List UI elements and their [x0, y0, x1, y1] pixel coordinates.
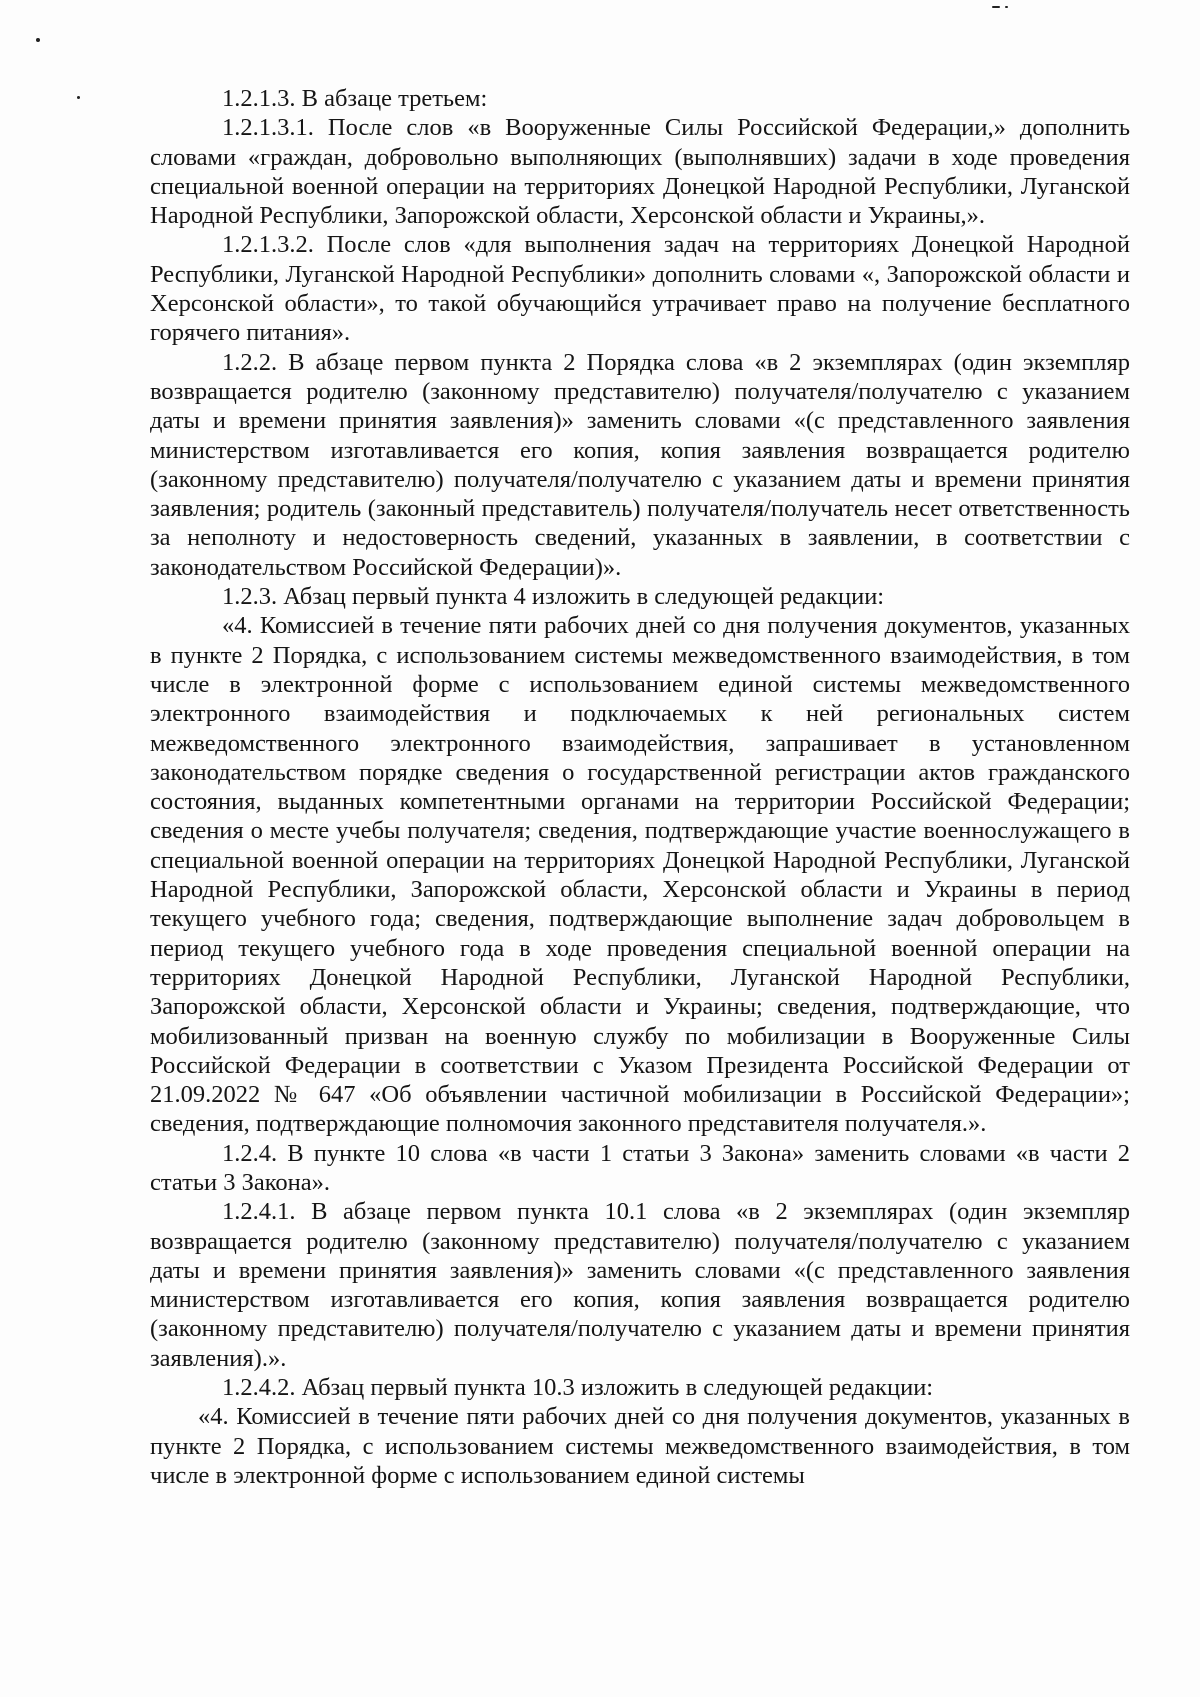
paragraph-1-2-1-3-1: 1.2.1.3.1. После слов «в Вооруженные Силы Российской Федерации,» дополнить словами «граждан, добровольно выполняющих (выполнявших) задачи в ходе проведения специальной военной операции на территориях Донецкой Народной Республики, Луганской Народной Республики, Запорожской области, Херсонской области и Украины,».: [150, 114, 1130, 230]
paragraph-1-2-4-1: 1.2.4.1. В абзаце первом пункта 10.1 слова «в 2 экземплярах (один экземпляр возвращается родителю (законному представителю) получателя/получателю с указанием даты и времени принятия заявления)» заменить словами «(с представленного заявления министерством изготавливается его копия, копия заявления возвращается родителю (законному представителю) получателя/получателю с указанием даты и времени принятия заявления).».: [150, 1198, 1130, 1372]
paragraph-1-2-2: 1.2.2. В абзаце первом пункта 2 Порядка слова «в 2 экземплярах (один экземпляр возвращается родителю (законному представителю) получателя/получателю с указанием даты и времени принятия заявления)» заменить словами «(с представленного заявления министерством изготавливается его копия, копия заявления возвращается родителю (законному представителю) получателя/получателю с указанием даты и времени принятия заявления; родитель (законный представитель) получателя/получатель несет ответственность за неполноту и недостоверность сведений, указанных в заявлении, в соответствии с законодательством Российской Федерации)».: [150, 348, 1130, 581]
paragraph-quote-item-4-repeat: «4. Комиссией в течение пяти рабочих дней со дня получения документов, указанных в пункте 2 Порядка, с использованием системы межведомственного взаимодействия, в том числе в электронной форме с использованием единой системы: [150, 1403, 1130, 1489]
paragraph-1-2-1-3: 1.2.1.3. В абзаце третьем:: [222, 85, 488, 112]
paragraph-1-2-3: 1.2.3. Абзац первый пункта 4 изложить в следующей редакции:: [222, 583, 885, 611]
paragraph-1-2-4-2: 1.2.4.2. Абзац первый пункта 10.3 изложить в следующей редакции:: [222, 1374, 934, 1402]
scan-speck: [77, 96, 80, 99]
scan-speck: [36, 38, 40, 42]
document-body: [150, 84, 1130, 1490]
paragraph-1-2-4: 1.2.4. В пункте 10 слова «в части 1 статьи 3 Закона» заменить словами «в части 2 статьи 3 Закона».: [150, 1139, 1130, 1196]
paragraph-1-2-1-3-2: 1.2.1.3.2. После слов «для выполнения задач на территориях Донецкой Народной Республики, Луганской Народной Республики» дополнить словами «, Запорожской области и Херсонской области», то такой обучающийся утрачивает право на получение бесплатного горячего питания».: [150, 231, 1130, 347]
scan-speck: [992, 6, 1000, 8]
scan-speck: [1005, 6, 1008, 8]
paragraph-quote-item-4: «4. Комиссией в течение пяти рабочих дней со дня получения документов, указанных в пункте 2 Порядка, с использованием системы межведомственного взаимодействия, в том числе в электронной форме с использованием единой системы межведомственного электронного взаимодействия и подключаемых к ней региональных систем межведомственного электронного взаимодействия, запрашивает в установленном законодательством порядке сведения о государственной регистрации актов гражданского состояния, выданных компетентными органами на территории Российской Федерации; сведения о месте учебы получателя; сведения, подтверждающие участие военнослужащего в специальной военной операции на территориях Донецкой Народной Республики, Луганской Народной Республики, Запорожской области, Херсонской области и Украины в период текущего учебного года; сведения, подтверждающие выполнение задач добровольцем в период текущего учебного года в ходе проведения специальной военной операции на территориях Донецкой Народной Республики, Луганской Народной Республики, Запорожской области, Херсонской области и Украины; сведения, подтверждающие, что мобилизованный призван на военную службу по мобилизации в Вооруженные Силы Российской Федерации в соответствии с Указом Президента Российской Федерации от 21.09.2022 № 647 «Об объявлении частичной мобилизации в Российской Федерации»; сведения, подтверждающие полномочия законного представителя получателя.».: [150, 612, 1130, 1138]
